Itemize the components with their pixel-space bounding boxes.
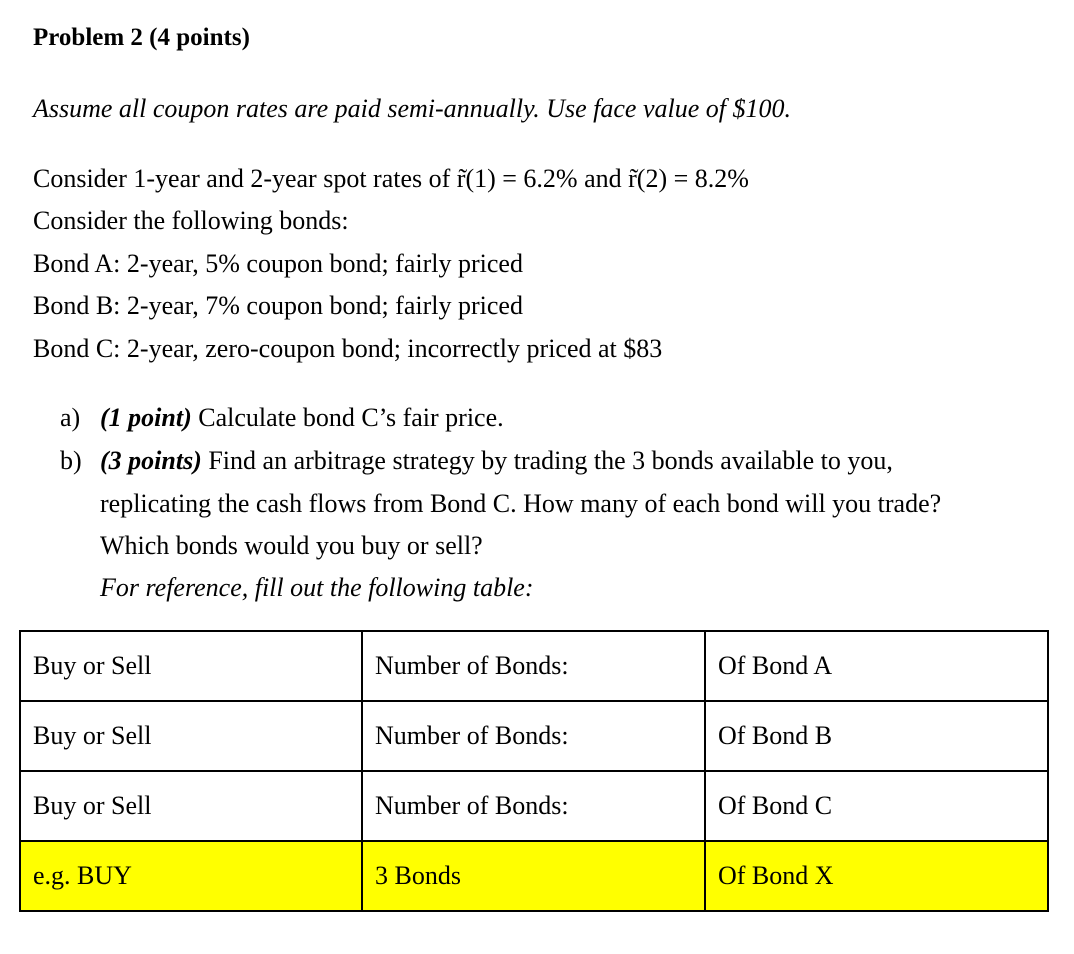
table-row-bond-b <box>20 701 1048 771</box>
number-of-bonds-cell: Number of Bonds: <box>362 771 705 841</box>
example-bond-cell: Of Bond X <box>705 841 1048 911</box>
table-row-bond-c <box>20 771 1048 841</box>
question-a-text: Calculate bond C’s fair price. <box>198 403 504 432</box>
question-a <box>60 401 504 435</box>
question-b-points: (3 points) <box>100 446 202 475</box>
number-of-bonds-cell: Number of Bonds: <box>362 701 705 771</box>
question-b-text-line3: Which bonds would you buy or sell? <box>100 531 483 560</box>
buy-sell-cell: Buy or Sell <box>20 631 362 701</box>
spot-rates-line: Consider 1-year and 2-year spot rates of r̃(1) = 6.2% and r̃(2) = 8.2% <box>33 164 749 193</box>
question-b-marker: b) <box>60 446 82 475</box>
number-of-bonds-cell: Number of Bonds: <box>362 631 705 701</box>
bond-b-line: Bond B: 2-year, 7% coupon bond; fairly priced <box>33 291 523 320</box>
buy-sell-cell: Buy or Sell <box>20 701 362 771</box>
question-b-text-line2: replicating the cash flows from Bond C. How many of each bond will you trade? <box>100 489 942 518</box>
buy-sell-cell: Buy or Sell <box>20 771 362 841</box>
bond-name-cell: Of Bond B <box>705 701 1048 771</box>
example-number-cell: 3 Bonds <box>362 841 705 911</box>
table-row-bond-a <box>20 631 1048 701</box>
question-a-points: (1 point) <box>100 403 192 432</box>
bonds-intro: Consider the following bonds: <box>33 206 349 235</box>
example-buy-sell-cell: e.g. BUY <box>20 841 362 911</box>
question-a-marker: a) <box>60 403 81 432</box>
question-b <box>60 444 893 478</box>
question-b-text-line1: Find an arbitrage strategy by trading the 3 bonds available to you, <box>208 446 893 475</box>
assumption-text: Assume all coupon rates are paid semi-annually. Use face value of $100. <box>33 94 791 123</box>
bond-name-cell: Of Bond A <box>705 631 1048 701</box>
question-b-reference: For reference, fill out the following table: <box>100 573 534 602</box>
answer-table <box>19 630 1049 912</box>
table-row-example <box>20 841 1048 911</box>
bond-c-line: Bond C: 2-year, zero-coupon bond; incorrectly priced at $83 <box>33 334 663 363</box>
bond-a-line: Bond A: 2-year, 5% coupon bond; fairly priced <box>33 249 523 278</box>
bond-name-cell: Of Bond C <box>705 771 1048 841</box>
problem-title: Problem 2 (4 points) <box>33 24 250 51</box>
